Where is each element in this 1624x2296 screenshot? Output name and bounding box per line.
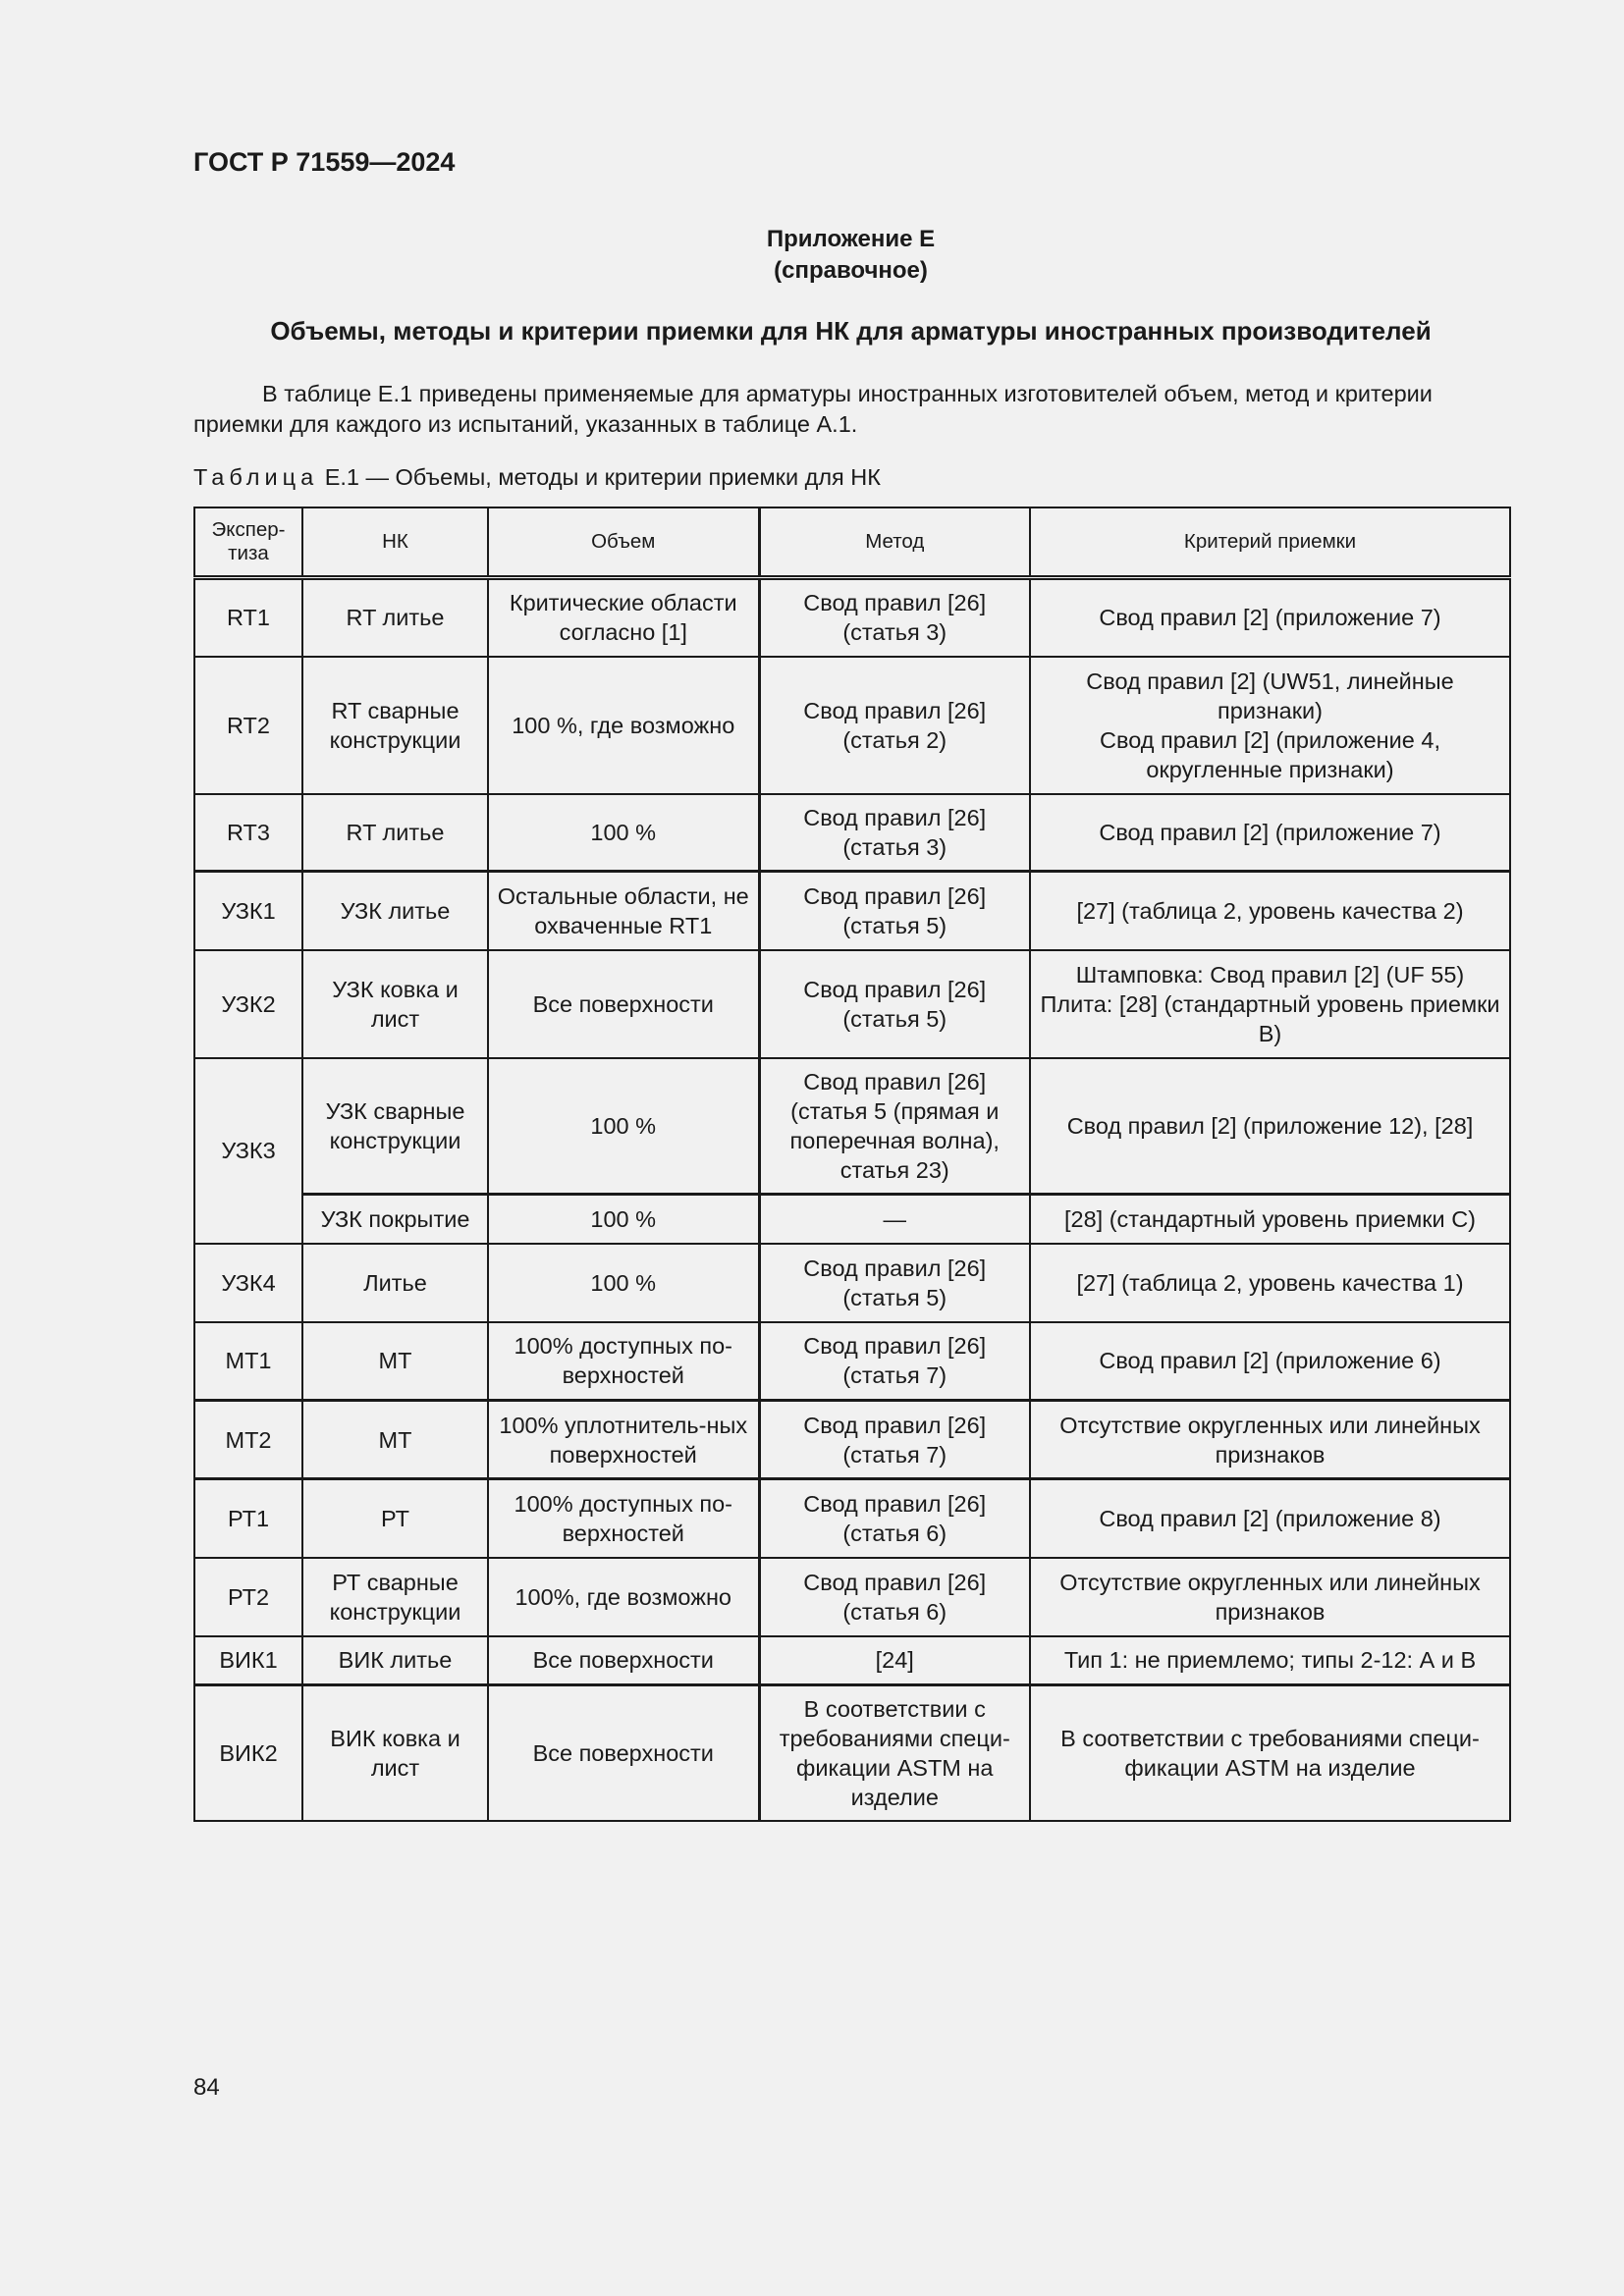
annex-title: Объемы, методы и критерии приемки для НК для арматуры иностранных производителей bbox=[270, 316, 1432, 346]
cell-volume: Остальные области, не охваченные RT1 bbox=[488, 872, 759, 950]
header-criteria: Критерий приемки bbox=[1030, 507, 1510, 578]
cell-expertise: RT2 bbox=[194, 657, 302, 794]
cell-method: В соответствии с требованиями специ-фикации ASTM на изделие bbox=[759, 1685, 1030, 1821]
cell-nk: РТ bbox=[302, 1479, 488, 1558]
table-row bbox=[194, 1479, 1510, 1558]
intro-paragraph: В таблице Е.1 приведены применяемые для арматуры иностранных изготовителей объем, метод и критерии приемки для каждого из испытаний, указанных в таблице А.1. bbox=[193, 381, 1433, 437]
cell-method: Свод правил [26] (статья 7) bbox=[759, 1401, 1030, 1479]
table-row bbox=[194, 872, 1510, 950]
cell-method: Свод правил [26] (статья 6) bbox=[759, 1479, 1030, 1558]
cell-expertise: ВИК2 bbox=[194, 1685, 302, 1821]
cell-method: Свод правил [26] (статья 5 (прямая и поперечная волна), статья 23) bbox=[759, 1058, 1030, 1195]
cell-nk: МТ bbox=[302, 1401, 488, 1479]
table-row bbox=[194, 1558, 1510, 1636]
cell-nk: УЗК ковка и лист bbox=[302, 950, 488, 1058]
cell-volume: Все поверхности bbox=[488, 950, 759, 1058]
cell-volume: 100%, где возможно bbox=[488, 1558, 759, 1636]
cell-volume: 100% доступных по-верхностей bbox=[488, 1479, 759, 1558]
table-caption bbox=[193, 464, 881, 491]
table-row bbox=[194, 1058, 1510, 1195]
cell-method: — bbox=[759, 1195, 1030, 1244]
cell-criteria: Свод правил [2] (приложение 6) bbox=[1030, 1322, 1510, 1401]
cell-criteria: Тип 1: не приемлемо; типы 2-12: А и В bbox=[1030, 1636, 1510, 1685]
cell-criteria: Свод правил [2] (приложение 7) bbox=[1030, 578, 1510, 657]
cell-method: Свод правил [26] (статья 7) bbox=[759, 1322, 1030, 1401]
cell-criteria: [27] (таблица 2, уровень качества 1) bbox=[1030, 1244, 1510, 1322]
cell-volume: 100 % bbox=[488, 1058, 759, 1195]
cell-volume: 100 % bbox=[488, 1195, 759, 1244]
cell-volume: 100 % bbox=[488, 1244, 759, 1322]
cell-criteria: Свод правил [2] (приложение 8) bbox=[1030, 1479, 1510, 1558]
table-caption-text: Е.1 — Объемы, методы и критерии приемки для НК bbox=[324, 464, 881, 490]
cell-expertise: УЗК2 bbox=[194, 950, 302, 1058]
cell-expertise: УЗК4 bbox=[194, 1244, 302, 1322]
cell-criteria: Свод правил [2] (приложение 12), [28] bbox=[1030, 1058, 1510, 1195]
annex-label: Приложение Е bbox=[766, 226, 936, 252]
table-row bbox=[194, 794, 1510, 872]
cell-nk: МТ bbox=[302, 1322, 488, 1401]
page-number: 84 bbox=[193, 2074, 220, 2101]
cell-volume: 100% доступных по-верхностей bbox=[488, 1322, 759, 1401]
table-row bbox=[194, 1244, 1510, 1322]
acceptance-table bbox=[193, 507, 1511, 1822]
cell-criteria: Отсутствие округленных или линейных признаков bbox=[1030, 1401, 1510, 1479]
cell-criteria: Отсутствие округленных или линейных признаков bbox=[1030, 1558, 1510, 1636]
cell-nk: RT литье bbox=[302, 794, 488, 872]
table-caption-word: Таблица bbox=[193, 464, 319, 490]
cell-volume: 100 % bbox=[488, 794, 759, 872]
cell-method: Свод правил [26] (статья 3) bbox=[759, 794, 1030, 872]
table-row bbox=[194, 578, 1510, 657]
cell-method: Свод правил [26] (статья 2) bbox=[759, 657, 1030, 794]
cell-volume: 100 %, где возможно bbox=[488, 657, 759, 794]
cell-criteria: Штамповка: Свод правил [2] (UF 55) Плита: [28] (стандартный уровень приемки В) bbox=[1030, 950, 1510, 1058]
cell-method: Свод правил [26] (статья 5) bbox=[759, 872, 1030, 950]
cell-expertise: УЗК3 bbox=[194, 1058, 302, 1244]
cell-criteria: [28] (стандартный уровень приемки С) bbox=[1030, 1195, 1510, 1244]
header-method: Метод bbox=[759, 507, 1030, 578]
cell-expertise: МТ1 bbox=[194, 1322, 302, 1401]
cell-method: Свод правил [26] (статья 5) bbox=[759, 950, 1030, 1058]
cell-nk: RT литье bbox=[302, 578, 488, 657]
cell-nk: Литье bbox=[302, 1244, 488, 1322]
document-code: ГОСТ Р 71559—2024 bbox=[193, 147, 456, 177]
table-row bbox=[194, 950, 1510, 1058]
cell-expertise: RT3 bbox=[194, 794, 302, 872]
cell-method: [24] bbox=[759, 1636, 1030, 1685]
cell-expertise: ВИК1 bbox=[194, 1636, 302, 1685]
cell-expertise: РТ2 bbox=[194, 1558, 302, 1636]
cell-volume: Критические области согласно [1] bbox=[488, 578, 759, 657]
table-row bbox=[194, 1401, 1510, 1479]
header-expertise: Экспер- тиза bbox=[194, 507, 302, 578]
table-row bbox=[194, 1636, 1510, 1685]
cell-nk: ВИК ковка и лист bbox=[302, 1685, 488, 1821]
cell-expertise: УЗК1 bbox=[194, 872, 302, 950]
table-row bbox=[194, 1685, 1510, 1821]
annex-status: (справочное) bbox=[774, 257, 928, 284]
cell-nk: РТ сварные конструкции bbox=[302, 1558, 488, 1636]
header-volume: Объем bbox=[488, 507, 759, 578]
cell-nk: ВИК литье bbox=[302, 1636, 488, 1685]
cell-nk: УЗК сварные конструкции bbox=[302, 1058, 488, 1195]
cell-expertise: РТ1 bbox=[194, 1479, 302, 1558]
cell-nk: УЗК покрытие bbox=[302, 1195, 488, 1244]
table-header-row bbox=[194, 507, 1510, 578]
header-nk: НК bbox=[302, 507, 488, 578]
table-row bbox=[194, 1195, 1510, 1244]
cell-nk: RT сварные конструкции bbox=[302, 657, 488, 794]
cell-expertise: RT1 bbox=[194, 578, 302, 657]
annex-heading bbox=[193, 224, 1508, 287]
cell-volume: 100% уплотнитель-ных поверхностей bbox=[488, 1401, 759, 1479]
cell-criteria: Свод правил [2] (приложение 7) bbox=[1030, 794, 1510, 872]
table-row bbox=[194, 657, 1510, 794]
cell-method: Свод правил [26] (статья 5) bbox=[759, 1244, 1030, 1322]
cell-method: Свод правил [26] (статья 3) bbox=[759, 578, 1030, 657]
table-row bbox=[194, 1322, 1510, 1401]
cell-nk: УЗК литье bbox=[302, 872, 488, 950]
cell-criteria: Свод правил [2] (UW51, линейные признаки) Свод правил [2] (приложение 4, округленные признаки) bbox=[1030, 657, 1510, 794]
cell-criteria: [27] (таблица 2, уровень качества 2) bbox=[1030, 872, 1510, 950]
cell-expertise: МТ2 bbox=[194, 1401, 302, 1479]
cell-volume: Все поверхности bbox=[488, 1636, 759, 1685]
cell-criteria: В соответствии с требованиями специ-фикации ASTM на изделие bbox=[1030, 1685, 1510, 1821]
cell-method: Свод правил [26] (статья 6) bbox=[759, 1558, 1030, 1636]
cell-volume: Все поверхности bbox=[488, 1685, 759, 1821]
